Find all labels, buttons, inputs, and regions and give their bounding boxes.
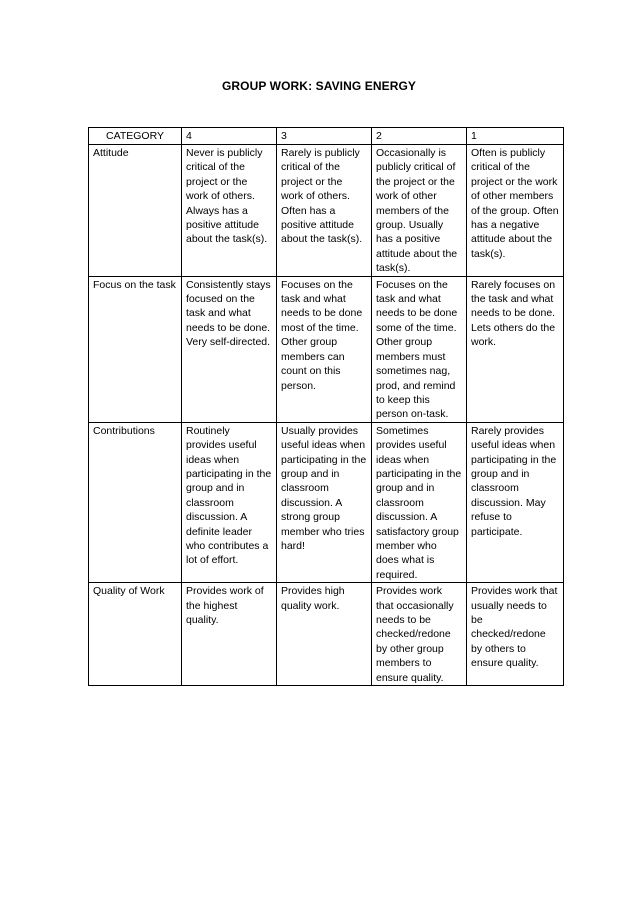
row-category: Focus on the task	[89, 276, 182, 422]
row-category: Attitude	[89, 145, 182, 277]
rubric-cell: Sometimes provides useful ideas when participating in the group and in classroom discussion. A satisfactory group member who does what is required.	[372, 422, 467, 582]
rubric-cell: Rarely focuses on the task and what needs to be done. Lets others do the work.	[467, 276, 564, 422]
rubric-cell: Never is publicly critical of the project or the work of others. Always has a positive attitude about the task(s).	[182, 145, 277, 277]
rubric-table	[88, 127, 564, 686]
rubric-cell: Provides high quality work.	[277, 583, 372, 686]
table-row	[89, 583, 564, 686]
rubric-cell: Focuses on the task and what needs to be done some of the time. Other group members must sometimes nag, prod, and remind to keep this person on-task.	[372, 276, 467, 422]
rubric-cell: Rarely provides useful ideas when participating in the group and in classroom discussion. May refuse to participate.	[467, 422, 564, 582]
header-category: CATEGORY	[89, 128, 182, 145]
header-score-2: 2	[372, 128, 467, 145]
row-category: Quality of Work	[89, 583, 182, 686]
rubric-cell: Provides work of the highest quality.	[182, 583, 277, 686]
table-header-row	[89, 128, 564, 145]
header-score-4: 4	[182, 128, 277, 145]
rubric-cell: Routinely provides useful ideas when participating in the group and in classroom discussion. A definite leader who contributes a lot of effort.	[182, 422, 277, 582]
rubric-cell: Occasionally is publicly critical of the project or the work of other members of the group. Usually has a positive attitude about the task(s).	[372, 145, 467, 277]
rubric-cell: Often is publicly critical of the project or the work of other members of the group. Often has a negative attitude about the task(s).	[467, 145, 564, 277]
document-title: GROUP WORK: SAVING ENERGY	[221, 79, 417, 93]
rubric-cell: Provides work that occasionally needs to be checked/redone by other group members to ensure quality.	[372, 583, 467, 686]
rubric-cell: Rarely is publicly critical of the project or the work of others. Often has a positive attitude about the task(s).	[277, 145, 372, 277]
table-row	[89, 422, 564, 582]
table-row	[89, 276, 564, 422]
rubric-cell: Focuses on the task and what needs to be done most of the time. Other group members can count on this person.	[277, 276, 372, 422]
rubric-cell: Usually provides useful ideas when participating in the group and in classroom discussion. A strong group member who tries hard!	[277, 422, 372, 582]
table-row	[89, 145, 564, 277]
rubric-cell: Provides work that usually needs to be checked/redone by others to ensure quality.	[467, 583, 564, 686]
rubric-cell: Consistently stays focused on the task and what needs to be done. Very self-directed.	[182, 276, 277, 422]
header-score-3: 3	[277, 128, 372, 145]
row-category: Contributions	[89, 422, 182, 582]
header-score-1: 1	[467, 128, 564, 145]
